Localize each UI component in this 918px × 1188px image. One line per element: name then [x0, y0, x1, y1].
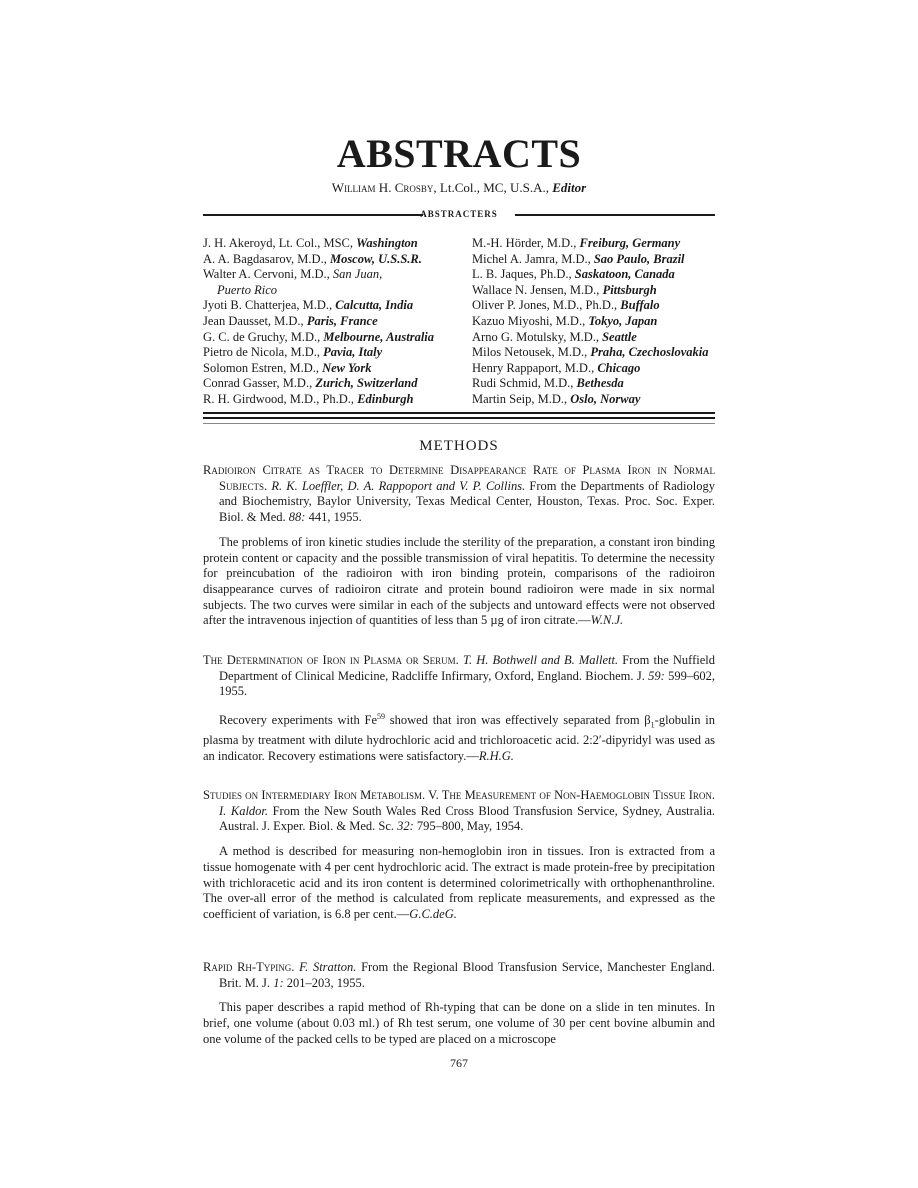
page-title: ABSTRACTS: [336, 131, 582, 176]
abstracters-right-column: [472, 236, 708, 408]
article-citation: Radioiron Citrate as Tracer to Determine Disappearance Rate of Plasma Iron in Normal Subjects. R. K. Loeffler, D. A. Rappoport and V. P. Collins. From the Departments of Radiology and Biochemistry, Baylor University, Texas Medical Center, Houston, Texas. Proc. Soc. Exper. Biol. & Med. 88: 441, 1955.: [203, 463, 715, 525]
abstracter-entry: Arno G. Motulsky, M.D., Seattle: [472, 329, 637, 344]
abstracter-entry: Michel A. Jamra, M.D., Sao Paulo, Brazil: [472, 251, 685, 266]
abstract-article: [203, 960, 715, 1048]
editor-name: William H. Crosby: [331, 180, 434, 195]
article-authors: I. Kaldor.: [219, 803, 269, 818]
abstracter-entry: Kazuo Miyoshi, M.D., Tokyo, Japan: [472, 313, 658, 328]
abstracter-entry: M.-H. Hörder, M.D., Freiburg, Germany: [472, 236, 681, 250]
abstracter-entry: A. A. Bagdasarov, M.D., Moscow, U.S.S.R.: [203, 251, 422, 266]
abstracter-entry: Walter A. Cervoni, M.D., San Juan,: [203, 267, 383, 282]
article-title: Rapid Rh-Typing.: [203, 960, 295, 974]
abstracters-label: ABSTRACTERS: [420, 209, 498, 219]
article-authors: R. K. Loeffler, D. A. Rappoport and V. P. Collins.: [271, 478, 526, 493]
abstracter-entry: Conrad Gasser, M.D., Zurich, Switzerland: [203, 376, 418, 391]
abstracter-entry: Solomon Estren, M.D., New York: [203, 360, 372, 375]
abstracters-left-column: [203, 236, 434, 408]
abstracter-entry-continued: Puerto Rico: [217, 282, 278, 297]
editor-role: Editor: [552, 180, 587, 195]
abstracter-entry: Pietro de Nicola, M.D., Pavia, Italy: [203, 345, 383, 360]
article-citation: Studies on Intermediary Iron Metabolism. V. The Measurement of Non-Haemoglobin Tissue Iron. I. Kaldor. From the New South Wales Red Cross Blood Transfusion Service, Sydney, Australia. Austral. J. Exper. Biol. & Med. Sc. 32: 795–800, May, 1954.: [203, 788, 715, 834]
abstracter-entry: Martin Seip, M.D., Oslo, Norway: [472, 391, 641, 406]
article-citation: Rapid Rh-Typing. F. Stratton. From the Regional Blood Transfusion Service, Manchester England. Brit. M. J. 1: 201–203, 1955.: [203, 960, 716, 990]
article-title: The Determination of Iron in Plasma or Serum.: [203, 653, 459, 667]
abstracter-entry: Wallace N. Jensen, M.D., Pittsburgh: [472, 282, 657, 297]
abstract-article: [203, 653, 715, 765]
editor-line: [0, 180, 918, 196]
article-body: The problems of iron kinetic studies include the sterility of the preparation, a constant iron binding protein content or capacity and the possible transmission of viral hepatitis. To determine the necessity for preincubation of the radioiron with iron binding protein, comparisons of the radioiron disappearance curves of radioiron citrate and protein bound radioiron were made in six normal subjects. The two curves were similar in each of the subjects and untoward effects were not observed after the intravenous injection of quantities of less than 5 µg of iron citrate.—W.N.J.: [203, 534, 715, 628]
abstracter-signature: G.C.deG.: [409, 906, 457, 921]
section-divider: [203, 412, 715, 414]
article-body: A method is described for measuring non-hemoglobin iron in tissues. Iron is extracted from a tissue homogenate with 4 per cent hydrochloric acid. The extract is made protein-free by precipitation with trichloracetic acid and its iron content is determined colorimetrically with orthophenanthroline. The over-all error of the method is calculated from replicate measurements, and expressed as the coefficient of variation, is 6.8 per cent.—G.C.deG.: [203, 844, 715, 921]
abstract-article: [203, 463, 715, 629]
article-title: Radioiron Citrate as Tracer to Determine Disappearance Rate of Plasma Iron in Normal Subjects.: [203, 463, 715, 493]
abstracter-entry: Jyoti B. Chatterjea, M.D., Calcutta, India: [203, 298, 414, 313]
abstracter-signature: W.N.J.: [590, 613, 624, 628]
abstracter-entry: Henry Rappaport, M.D., Chicago: [472, 360, 641, 375]
article-title: Studies on Intermediary Iron Metabolism. V. The Measurement of Non-Haemoglobin Tissue Iron.: [203, 788, 715, 802]
article-citation: The Determination of Iron in Plasma or Serum. T. H. Bothwell and B. Mallett. From the Nuffield Department of Clinical Medicine, Radcliffe Infirmary, Oxford, England. Biochem. J. 59: 599–602, 1955.: [203, 653, 716, 699]
heading-rule-right: [515, 214, 715, 216]
article-body: Recovery experiments with Fe$^{59}$ showed that iron was effectively separated from $\beta_1$-globulin in plasma by treatment with dilute hydrochloric acid and trichloroacetic acid. 2:2′-dipyridyl was used as an indicator. Recovery estimations were satisfactory.—R.H.G.: [203, 712, 715, 764]
section-divider-thin: [203, 423, 715, 424]
editor-rank: , Lt.Col., MC, U.S.A.,: [433, 180, 553, 195]
article-authors: T. H. Bothwell and B. Mallett.: [462, 653, 619, 667]
section-title: METHODS: [419, 438, 499, 454]
article-authors: F. Stratton.: [299, 960, 357, 974]
abstracter-entry: Rudi Schmid, M.D., Bethesda: [472, 376, 624, 391]
abstracter-entry: G. C. de Gruchy, M.D., Melbourne, Australia: [203, 329, 435, 344]
page-number: 767: [450, 1056, 468, 1070]
abstracter-signature: R.H.G.: [478, 749, 514, 764]
abstracters-heading: [203, 207, 715, 221]
abstracter-entry: L. B. Jaques, Ph.D., Saskatoon, Canada: [472, 267, 675, 282]
article-body: This paper describes a rapid method of Rh-typing that can be done on a slide in ten minutes. In brief, one volume (about 0.03 ml.) of Rh test serum, one volume of 30 per cent bovine albumin and one volume of the packed cells to be typed are placed on a microscope: [203, 1000, 715, 1046]
abstracter-entry: Oliver P. Jones, M.D., Ph.D., Buffalo: [472, 298, 660, 313]
abstracter-entry: J. H. Akeroyd, Lt. Col., MSC, Washington: [203, 236, 418, 250]
abstract-article: [203, 788, 715, 923]
abstracter-entry: R. H. Girdwood, M.D., Ph.D., Edinburgh: [203, 391, 414, 406]
abstracter-entry: Jean Dausset, M.D., Paris, France: [203, 313, 378, 328]
section-divider: [203, 417, 715, 419]
abstracter-entry: Milos Netousek, M.D., Praha, Czechoslovakia: [472, 345, 709, 360]
